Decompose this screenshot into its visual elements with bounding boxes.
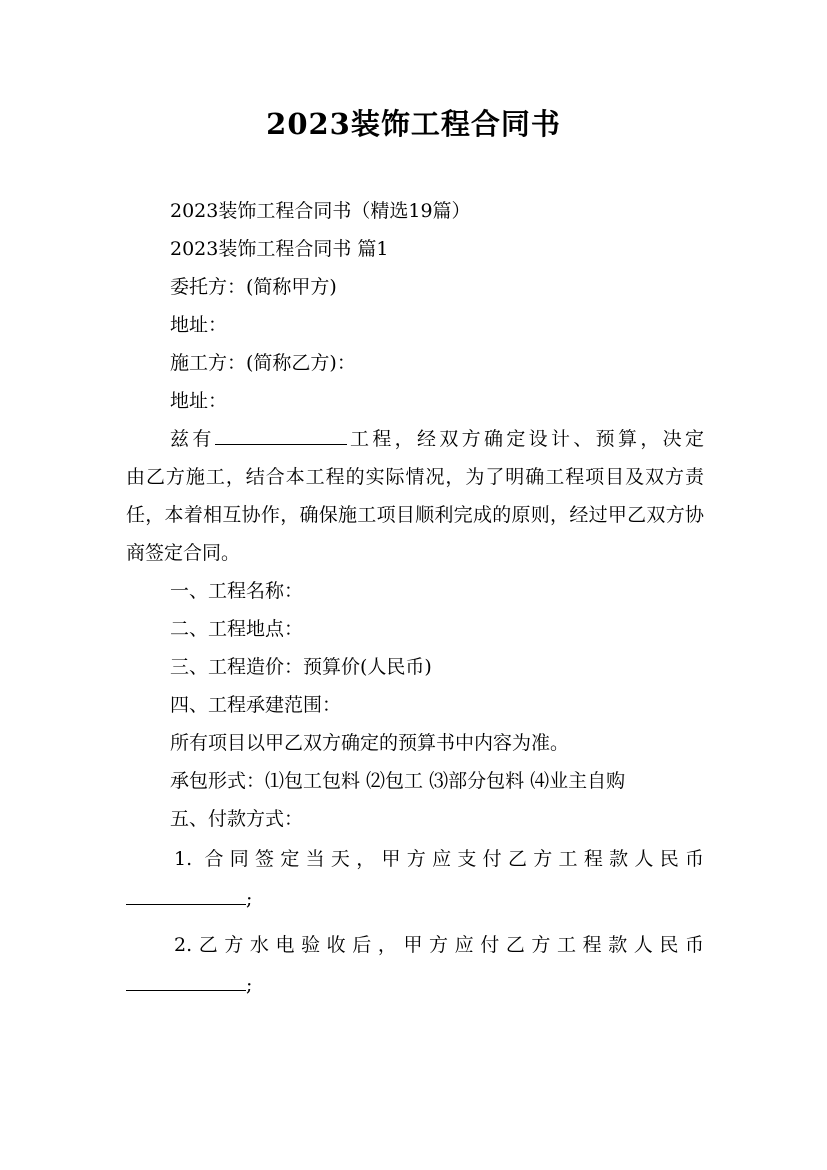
payment-1-blank-line bbox=[126, 880, 704, 918]
payment-2-amount-blank bbox=[126, 971, 246, 991]
contractor-address-line: 地址： bbox=[170, 390, 228, 412]
document-title: 2023装饰工程合同书 bbox=[266, 107, 561, 141]
document-body bbox=[126, 192, 704, 1004]
subtitle-line: 2023装饰工程合同书（精选19篇） bbox=[170, 200, 471, 222]
intro-prefix: 兹有 bbox=[170, 428, 215, 450]
item-2-project-location: 二、工程地点： bbox=[170, 618, 304, 640]
item-4-project-scope: 四、工程承建范围： bbox=[170, 694, 342, 716]
intro-paragraph: 由乙方施工，结合本工程的实际情况，为了明确工程项目及双方责任，本着相互协作，确保施工项目顺利完成的原则，经过甲乙双方协商签定合同。 bbox=[126, 466, 704, 564]
intro-line-1-rest: 工程，经双方确定设计、预算，决定 bbox=[346, 428, 704, 450]
item-3-project-cost: 三、工程造价：预算价(人民币) bbox=[170, 656, 432, 678]
payment-1-line: 1. 合同签定当天，甲方应支付乙方工程款人民币 bbox=[174, 848, 704, 870]
client-line: 委托方：(简称甲方) bbox=[170, 276, 337, 298]
client-address-line: 地址： bbox=[170, 314, 228, 336]
item-1-project-name: 一、工程名称： bbox=[170, 580, 304, 602]
payment-1-amount-blank bbox=[126, 885, 246, 905]
part-heading: 2023装饰工程合同书 篇1 bbox=[170, 238, 389, 260]
payment-1-end: ; bbox=[246, 888, 253, 910]
contract-form-line: 承包形式：⑴包工包料 ⑵包工 ⑶部分包料 ⑷业主自购 bbox=[170, 770, 626, 792]
payment-2-end: ; bbox=[246, 974, 253, 996]
item-5-payment: 五、付款方式： bbox=[170, 808, 304, 830]
payment-2-line: 2.乙方水电验收后，甲方应付乙方工程款人民币 bbox=[174, 934, 704, 956]
project-name-blank bbox=[215, 425, 347, 445]
scope-line: 所有项目以甲乙双方确定的预算书中内容为准。 bbox=[170, 732, 570, 754]
contractor-line: 施工方：(简称乙方)： bbox=[170, 352, 356, 374]
intro-line-1 bbox=[126, 420, 704, 458]
payment-2-blank-line bbox=[126, 966, 704, 1004]
